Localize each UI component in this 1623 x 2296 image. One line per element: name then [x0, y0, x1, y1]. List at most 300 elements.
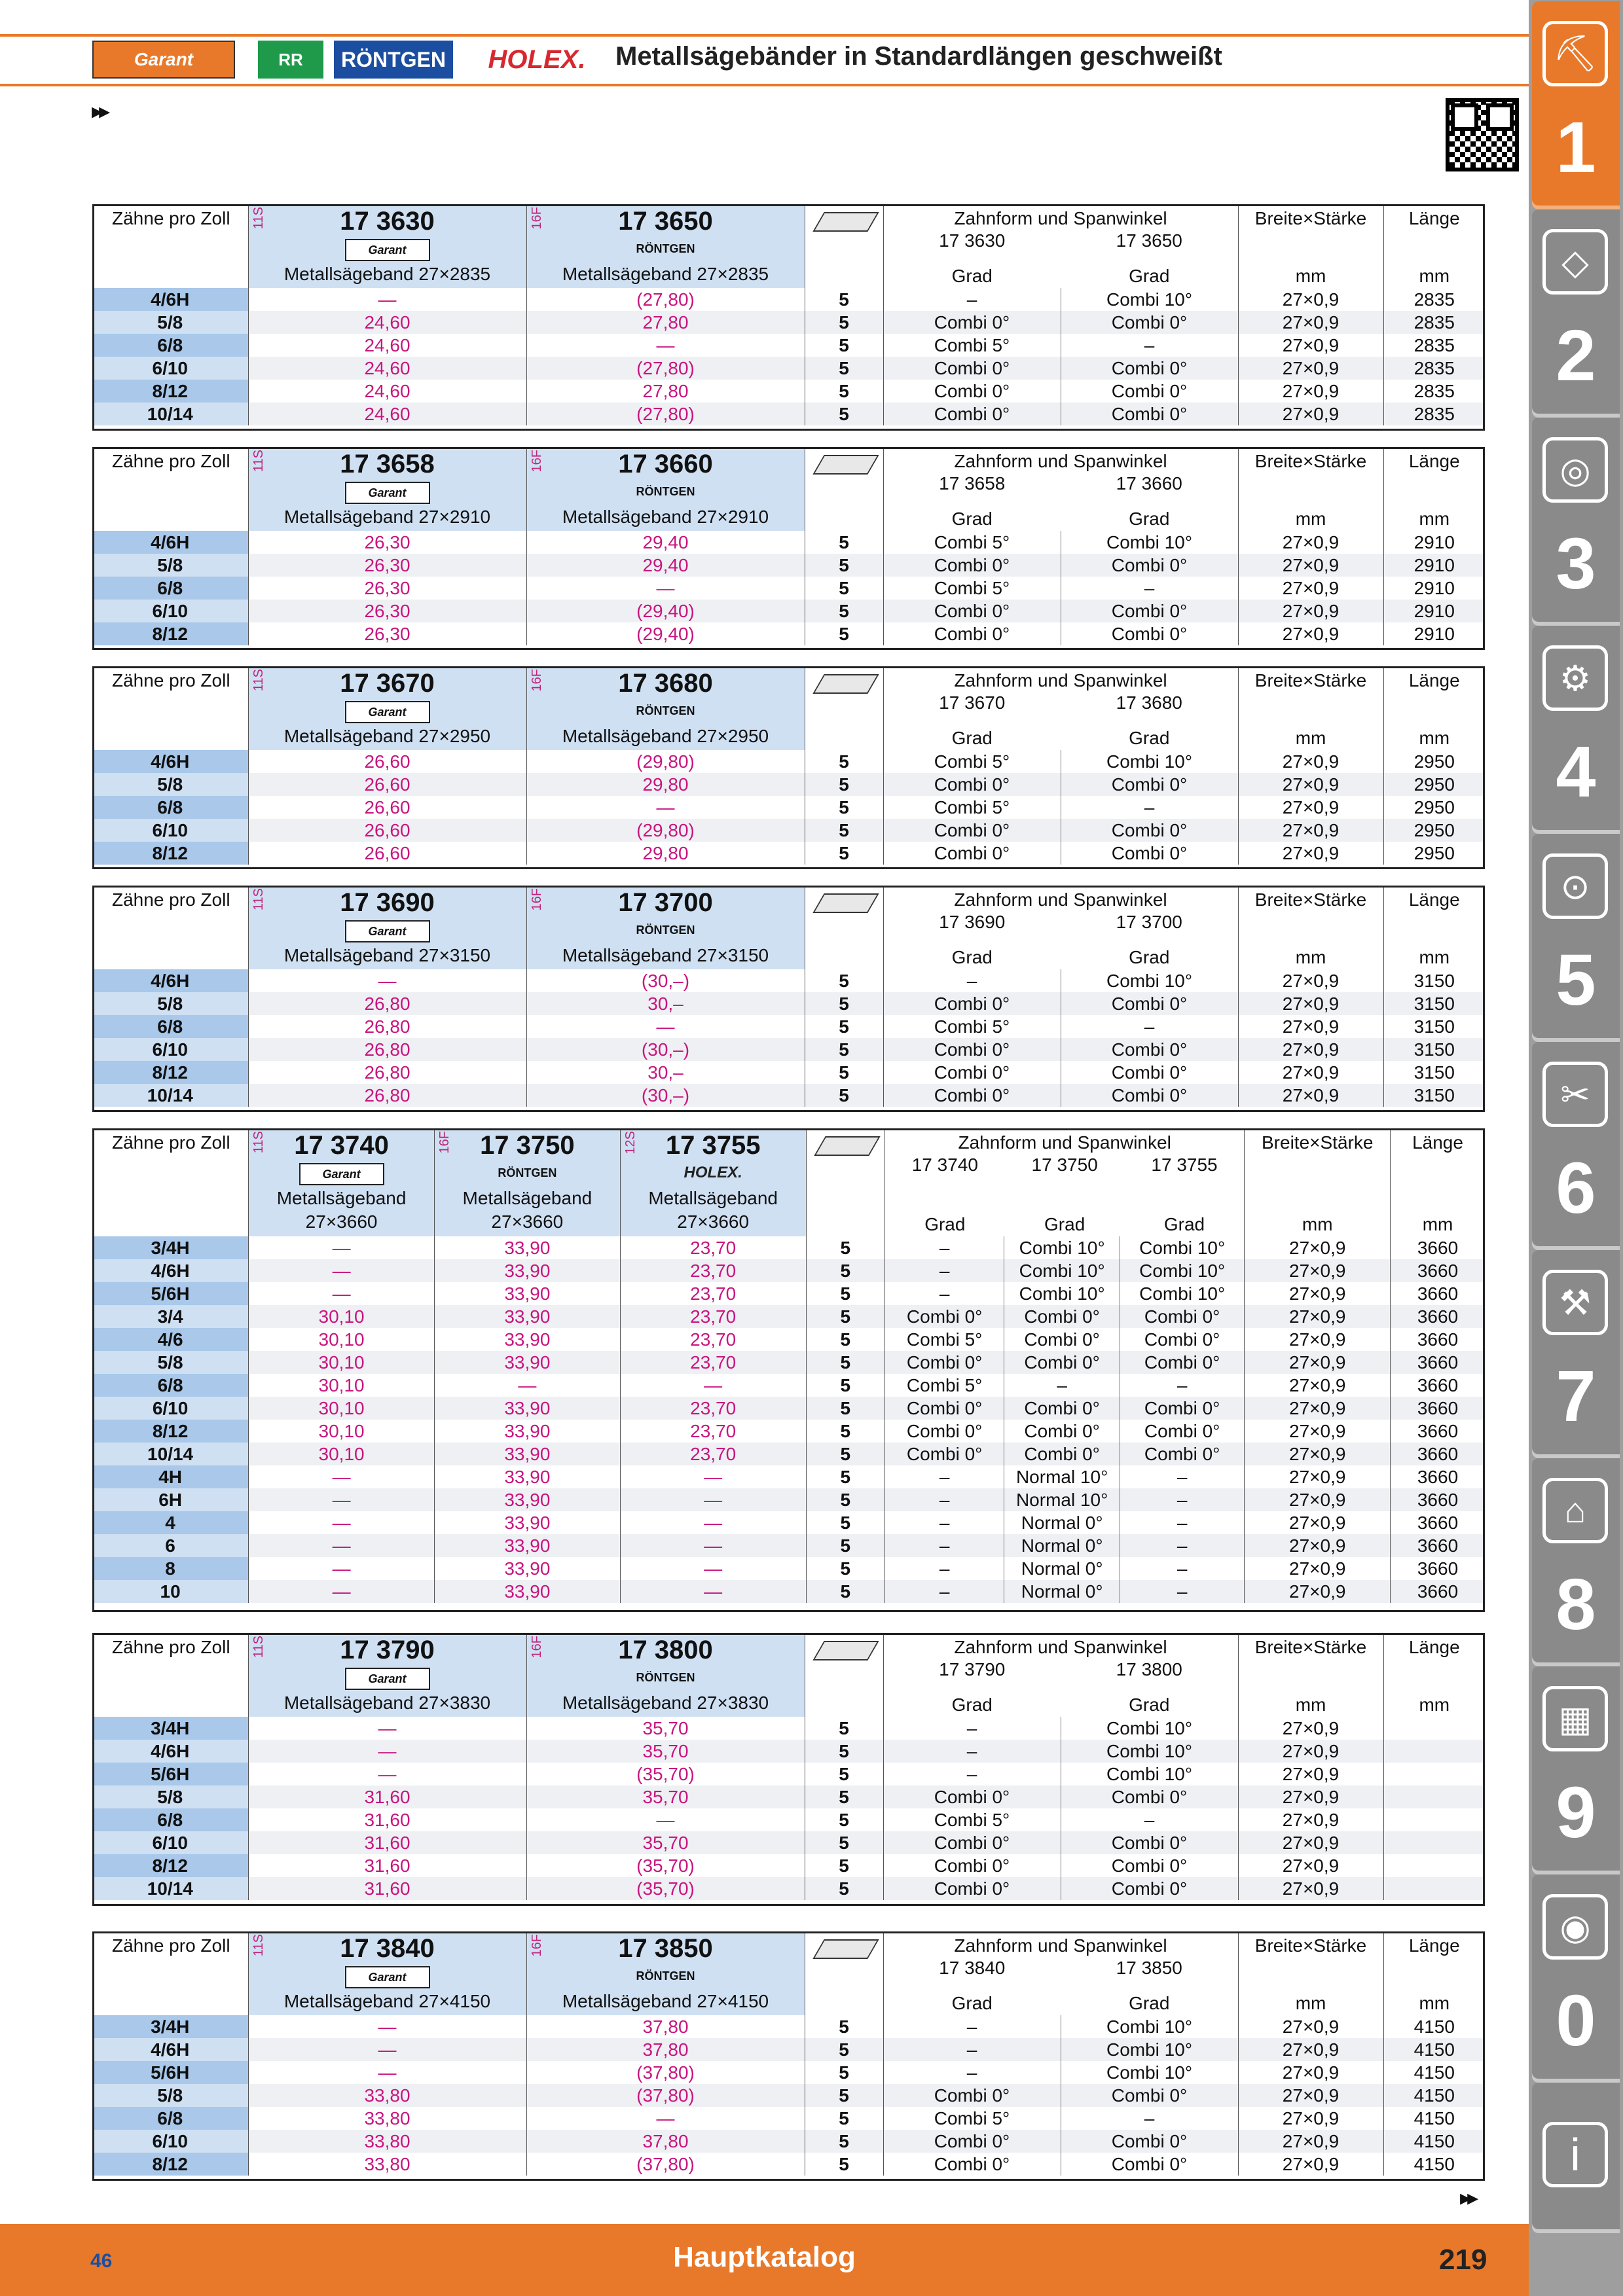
price[interactable]: 26,30: [248, 554, 526, 577]
price[interactable]: 24,60: [248, 403, 526, 425]
side-tab-number: 6: [1556, 1148, 1596, 1229]
tooth-form: –: [883, 2038, 1061, 2061]
price[interactable]: 29,80: [526, 773, 805, 796]
brand-logo: Garant: [345, 1966, 430, 1988]
tooth-form: Combi 0°: [883, 1877, 1061, 1900]
price[interactable]: 30,10: [249, 1305, 435, 1328]
side-tab-4[interactable]: [1532, 626, 1620, 834]
price[interactable]: —: [248, 2015, 526, 2038]
price[interactable]: 35,70: [526, 1740, 805, 1763]
quantity: 5: [805, 622, 883, 645]
tooth-form: Combi 0°: [1061, 1854, 1238, 1877]
sl-code: 11S: [251, 1636, 266, 1659]
price[interactable]: 23,70: [620, 1420, 806, 1443]
price[interactable]: 23,70: [620, 1328, 806, 1351]
price[interactable]: —: [620, 1488, 806, 1511]
article-number[interactable]: 17 3790: [340, 1636, 435, 1664]
width-thickness: 27×0,9: [1245, 1374, 1391, 1397]
quantity: 5: [805, 1763, 883, 1785]
price[interactable]: —: [620, 1465, 806, 1488]
mm-unit: mm: [1295, 1695, 1326, 1715]
teeth-per-inch: 10: [92, 1580, 249, 1603]
price[interactable]: —: [248, 1717, 526, 1740]
price[interactable]: 35,70: [526, 1717, 805, 1740]
tooth-form: –: [884, 1488, 1004, 1511]
price[interactable]: 33,80: [248, 2130, 526, 2153]
price[interactable]: 30,10: [249, 1420, 435, 1443]
price[interactable]: —: [248, 1763, 526, 1785]
price[interactable]: —: [526, 1015, 805, 1038]
price[interactable]: 33,90: [434, 1351, 620, 1374]
price[interactable]: 23,70: [620, 1397, 806, 1420]
table-row: [92, 1488, 1485, 1511]
price[interactable]: (27,80): [526, 288, 805, 311]
price[interactable]: —: [620, 1511, 806, 1534]
price[interactable]: —: [248, 2061, 526, 2084]
price[interactable]: 31,60: [248, 1808, 526, 1831]
price[interactable]: (35,70): [526, 1877, 805, 1900]
grad-label: Grad: [951, 1695, 993, 1715]
saw-blade-icon: [812, 1641, 879, 1660]
footer-title: Hauptkatalog: [673, 2241, 856, 2273]
tooth-form-title: Zahnform und Spanwinkel: [954, 889, 1167, 910]
price[interactable]: 30,10: [249, 1351, 435, 1374]
length: 2835: [1383, 288, 1485, 311]
teeth-per-inch: 4H: [92, 1465, 249, 1488]
price[interactable]: 33,90: [434, 1397, 620, 1420]
price[interactable]: —: [249, 1282, 435, 1305]
price[interactable]: 30,–: [526, 992, 805, 1015]
tooth-form: Combi 5°: [934, 1810, 1010, 1830]
width-thickness: 27×0,9: [1238, 380, 1383, 403]
article-number[interactable]: 17 3755: [665, 1131, 761, 1160]
teeth-per-inch: 8/12: [92, 622, 248, 645]
price[interactable]: 26,30: [248, 577, 526, 600]
price[interactable]: 27,80: [526, 311, 805, 334]
tooth-form: Combi 0°: [1061, 1785, 1238, 1808]
price[interactable]: —: [620, 1580, 806, 1603]
article-number[interactable]: 17 3690: [340, 888, 435, 917]
article-number[interactable]: 17 3680: [618, 669, 713, 698]
side-tab-6[interactable]: [1532, 1042, 1620, 1250]
width-thickness-header: [1245, 1128, 1391, 1236]
price[interactable]: (29,40): [526, 622, 805, 645]
header-rule-bottom: [0, 84, 1529, 86]
price[interactable]: 33,90: [434, 1420, 620, 1443]
quantity: 5: [805, 403, 883, 425]
table-row: [92, 1717, 1485, 1740]
quantity: 5: [805, 1717, 883, 1740]
table-row: [92, 288, 1485, 311]
table-row: [92, 1443, 1485, 1465]
grad-label: Grad: [951, 509, 993, 529]
price[interactable]: 23,70: [620, 1259, 806, 1282]
table-row: [92, 1351, 1485, 1374]
tooth-form: –: [1061, 1015, 1238, 1038]
price[interactable]: —: [249, 1511, 435, 1534]
price[interactable]: 31,60: [248, 1831, 526, 1854]
price[interactable]: (27,80): [526, 403, 805, 425]
article-number[interactable]: 17 3660: [618, 450, 713, 478]
table-row: [92, 1877, 1485, 1900]
table-row: [92, 1420, 1485, 1443]
width-thickness: 27×0,9: [1238, 819, 1383, 842]
quantity: 5: [805, 1740, 883, 1763]
price[interactable]: (29,40): [526, 600, 805, 622]
price[interactable]: 33,90: [434, 1534, 620, 1557]
tooth-form: Combi 0°: [1061, 773, 1238, 796]
price[interactable]: 26,60: [248, 773, 526, 796]
price[interactable]: 37,80: [526, 2015, 805, 2038]
tooth-form: Combi 0°: [1061, 819, 1238, 842]
table-row: [92, 819, 1485, 842]
brand-logo: RÖNTGEN: [498, 1166, 557, 1179]
price[interactable]: 24,60: [248, 357, 526, 380]
article-number[interactable]: 17 3630: [340, 207, 435, 236]
price[interactable]: (37,80): [526, 2061, 805, 2084]
price[interactable]: 29,40: [526, 531, 805, 554]
price[interactable]: 35,70: [526, 1785, 805, 1808]
price[interactable]: 31,60: [248, 1877, 526, 1900]
length: 3150: [1383, 992, 1485, 1015]
length-header: [1383, 447, 1485, 531]
length: [1383, 1877, 1485, 1900]
tooth-form-article: 17 3840: [939, 1958, 1006, 1978]
length-title: Länge: [1408, 451, 1460, 471]
side-tab-0[interactable]: [1532, 1874, 1620, 2083]
tooth-form-articles: [884, 912, 1238, 933]
tooth-form: Combi 10°: [1120, 1236, 1245, 1259]
brand-logo: RÖNTGEN: [636, 1671, 695, 1684]
price[interactable]: 26,30: [248, 622, 526, 645]
price[interactable]: 26,60: [248, 819, 526, 842]
quantity: 5: [805, 311, 883, 334]
tooth-form: Combi 0°: [1061, 992, 1238, 1015]
width-thickness: 27×0,9: [1238, 1808, 1383, 1831]
price[interactable]: 26,60: [248, 842, 526, 865]
price[interactable]: —: [249, 1534, 435, 1557]
quantity: 5: [806, 1443, 884, 1465]
teeth-per-inch: 5/8: [92, 773, 248, 796]
tooth-form-article: 17 3658: [939, 473, 1006, 493]
grad-units: [884, 509, 1238, 529]
quantity: 5: [806, 1259, 884, 1282]
price[interactable]: 23,70: [620, 1236, 806, 1259]
width-thickness: 27×0,9: [1238, 288, 1383, 311]
price[interactable]: —: [249, 1580, 435, 1603]
price[interactable]: 30,10: [249, 1328, 435, 1351]
article-number[interactable]: 17 3800: [618, 1636, 713, 1664]
fast-forward-icon[interactable]: ▸▸: [92, 99, 107, 124]
quantity: 5: [806, 1374, 884, 1397]
side-tab-3[interactable]: [1532, 418, 1620, 626]
price[interactable]: 31,60: [248, 1785, 526, 1808]
price[interactable]: —: [526, 796, 805, 819]
length: 3660: [1391, 1351, 1485, 1374]
side-tab-5[interactable]: [1532, 834, 1620, 1042]
price[interactable]: (29,80): [526, 819, 805, 842]
width-thickness: 27×0,9: [1238, 1084, 1383, 1107]
price[interactable]: 33,80: [248, 2153, 526, 2176]
table-row: [92, 1015, 1485, 1038]
price[interactable]: 30,10: [249, 1374, 435, 1397]
price[interactable]: 26,80: [248, 1038, 526, 1061]
price[interactable]: 26,60: [248, 796, 526, 819]
quantity: 5: [805, 1808, 883, 1831]
article-number[interactable]: 17 3700: [618, 888, 713, 917]
price[interactable]: 24,60: [248, 334, 526, 357]
article-number[interactable]: 17 3740: [294, 1131, 389, 1160]
tooth-form: Normal 0°: [1004, 1534, 1120, 1557]
price[interactable]: 23,70: [620, 1443, 806, 1465]
price[interactable]: 35,70: [526, 1831, 805, 1854]
price[interactable]: —: [526, 1808, 805, 1831]
quantity: 5: [805, 1785, 883, 1808]
price[interactable]: 37,80: [526, 2130, 805, 2153]
price[interactable]: —: [620, 1374, 806, 1397]
table-row: [92, 2015, 1485, 2038]
width-thickness-header: [1238, 1633, 1383, 1717]
tooth-form: Combi 0°: [1120, 1443, 1245, 1465]
price[interactable]: 33,90: [434, 1443, 620, 1465]
price[interactable]: —: [526, 2107, 805, 2130]
price[interactable]: 26,30: [248, 531, 526, 554]
quantity: 5: [806, 1420, 884, 1443]
price[interactable]: (35,70): [526, 1854, 805, 1877]
width-thickness: 27×0,9: [1245, 1511, 1391, 1534]
width-thickness: 27×0,9: [1238, 750, 1383, 773]
side-tab-1[interactable]: [1532, 1, 1620, 209]
grad-units: [884, 266, 1238, 287]
length: 2835: [1383, 311, 1485, 334]
price[interactable]: 27,80: [526, 380, 805, 403]
saw-blade-icon: [812, 455, 879, 475]
width-thickness: 27×0,9: [1238, 1015, 1383, 1038]
price[interactable]: 23,70: [620, 1305, 806, 1328]
price[interactable]: —: [620, 1557, 806, 1580]
tooth-form: Combi 5°: [934, 797, 1010, 817]
price[interactable]: 26,80: [248, 1084, 526, 1107]
price[interactable]: 23,70: [620, 1282, 806, 1305]
price[interactable]: (27,80): [526, 357, 805, 380]
length: 2950: [1383, 773, 1485, 796]
length: 4150: [1383, 2084, 1485, 2107]
width-thickness: 27×0,9: [1238, 2015, 1383, 2038]
price[interactable]: 26,80: [248, 1061, 526, 1084]
width-thickness-title: Breite×Stärke: [1254, 451, 1367, 471]
price[interactable]: (30,–): [526, 1084, 805, 1107]
table-row: [92, 2084, 1485, 2107]
tooth-form: –: [939, 1238, 950, 1258]
price[interactable]: —: [249, 1488, 435, 1511]
price[interactable]: (30,–): [526, 1038, 805, 1061]
price[interactable]: 33,90: [434, 1236, 620, 1259]
price[interactable]: 33,90: [434, 1580, 620, 1603]
length: 3660: [1391, 1557, 1485, 1580]
price[interactable]: 30,10: [249, 1443, 435, 1465]
price[interactable]: 33,90: [434, 1511, 620, 1534]
quantity: 5: [806, 1488, 884, 1511]
teeth-per-inch: 6/10: [92, 2130, 248, 2153]
brand-logo: Garant: [345, 239, 430, 261]
width-thickness: 27×0,9: [1238, 2130, 1383, 2153]
price[interactable]: —: [526, 577, 805, 600]
tooth-form-header: [883, 447, 1238, 531]
tooth-form: –: [1061, 334, 1238, 357]
tooth-form: Combi 10°: [1004, 1236, 1120, 1259]
tooth-form: –: [884, 1534, 1004, 1557]
tooth-form: Combi 0°: [1061, 2130, 1238, 2153]
tooth-form-header: [883, 204, 1238, 288]
price[interactable]: —: [526, 334, 805, 357]
tooth-form-article: 17 3790: [939, 1659, 1006, 1679]
tooth-form: Combi 10°: [1061, 750, 1238, 773]
side-tab-i[interactable]: [1532, 2083, 1620, 2233]
tooth-form: Combi 0°: [883, 773, 1061, 796]
price[interactable]: 33,90: [434, 1259, 620, 1282]
teeth-per-inch: 5/8: [92, 1351, 249, 1374]
side-tab-number: 0: [1556, 1981, 1596, 2061]
price[interactable]: 37,80: [526, 2038, 805, 2061]
price[interactable]: (35,70): [526, 1763, 805, 1785]
price[interactable]: —: [434, 1374, 620, 1397]
teeth-per-inch: 3/4: [92, 1305, 249, 1328]
side-tab-7[interactable]: [1532, 1250, 1620, 1458]
price[interactable]: 33,80: [248, 2084, 526, 2107]
blade-symbol: [805, 886, 883, 969]
length-header: [1383, 1633, 1485, 1717]
length: 4150: [1383, 2130, 1485, 2153]
length: [1383, 1854, 1485, 1877]
price[interactable]: —: [248, 2038, 526, 2061]
sl-code: 11S: [251, 207, 266, 230]
price[interactable]: 33,90: [434, 1328, 620, 1351]
length: 3660: [1391, 1282, 1485, 1305]
price[interactable]: —: [249, 1236, 435, 1259]
tooth-form: Combi 5°: [934, 335, 1010, 355]
brand-logo: Garant: [345, 1668, 430, 1690]
length-header: [1383, 1931, 1485, 2015]
side-tab-8[interactable]: [1532, 1458, 1620, 1666]
price[interactable]: 31,60: [248, 1854, 526, 1877]
price[interactable]: —: [249, 1465, 435, 1488]
price[interactable]: 33,90: [434, 1305, 620, 1328]
price[interactable]: —: [620, 1534, 806, 1557]
length: 2835: [1383, 334, 1485, 357]
side-tab-number: 5: [1556, 940, 1596, 1020]
tooth-form: Combi 0°: [1061, 1061, 1238, 1084]
table-row: [92, 2038, 1485, 2061]
tooth-form: Combi 0°: [884, 1443, 1004, 1465]
tooth-form: –: [939, 1283, 950, 1304]
tooth-form: Combi 0°: [883, 357, 1061, 380]
table-header-row: [92, 1633, 1485, 1717]
length: 2910: [1383, 554, 1485, 577]
grad-label: Grad: [1129, 1695, 1170, 1715]
quantity: 5: [805, 577, 883, 600]
price[interactable]: 26,80: [248, 1015, 526, 1038]
saw-blade-icon: [812, 1939, 879, 1959]
width-thickness: 27×0,9: [1238, 357, 1383, 380]
article-description: Metallsägeband 27×2950: [283, 726, 491, 746]
tooth-form: –: [939, 1558, 950, 1579]
tooth-form-articles: [884, 230, 1238, 251]
price[interactable]: 33,90: [434, 1557, 620, 1580]
article-number[interactable]: 17 3658: [340, 450, 435, 478]
length: 3660: [1391, 1420, 1485, 1443]
price[interactable]: 26,30: [248, 600, 526, 622]
sl-code: 16F: [529, 669, 544, 692]
price[interactable]: —: [249, 1259, 435, 1282]
article-description: Metallsägeband 27×3830: [283, 1693, 491, 1713]
quantity: 5: [805, 1084, 883, 1107]
price[interactable]: 24,60: [248, 311, 526, 334]
side-tab-9[interactable]: [1532, 1666, 1620, 1874]
tooth-form: Combi 5°: [906, 1375, 983, 1395]
tooth-form: Combi 0°: [1120, 1351, 1245, 1374]
tooth-form: Combi 0°: [934, 1062, 1010, 1083]
article-header: [526, 204, 805, 288]
price[interactable]: 33,80: [248, 2107, 526, 2130]
price[interactable]: (37,80): [526, 2084, 805, 2107]
width-thickness: 27×0,9: [1245, 1557, 1391, 1580]
price[interactable]: 29,80: [526, 842, 805, 865]
price[interactable]: 30,10: [249, 1397, 435, 1420]
price[interactable]: 24,60: [248, 380, 526, 403]
price[interactable]: —: [248, 288, 526, 311]
tooth-form: Combi 0°: [934, 2154, 1010, 2174]
fast-forward-icon[interactable]: ▸▸: [1460, 2185, 1475, 2210]
price[interactable]: 33,90: [434, 1282, 620, 1305]
article-number[interactable]: 17 3670: [340, 669, 435, 698]
table-row: [92, 380, 1485, 403]
width-thickness: 27×0,9: [1238, 1854, 1383, 1877]
price[interactable]: —: [248, 1740, 526, 1763]
quantity: 5: [806, 1557, 884, 1580]
price[interactable]: (30,–): [526, 969, 805, 992]
saw-blade-icon: [812, 893, 879, 913]
price[interactable]: 26,60: [248, 750, 526, 773]
length: 2950: [1383, 842, 1485, 865]
quantity: 5: [806, 1282, 884, 1305]
article-header: [248, 1633, 526, 1717]
width-thickness: 27×0,9: [1245, 1236, 1391, 1259]
price[interactable]: —: [249, 1557, 435, 1580]
article-number[interactable]: 17 3840: [340, 1934, 435, 1963]
grad-units: [885, 1214, 1245, 1235]
price[interactable]: —: [248, 969, 526, 992]
price[interactable]: 33,90: [434, 1488, 620, 1511]
article-number[interactable]: 17 3750: [480, 1131, 575, 1160]
width-thickness: 27×0,9: [1238, 311, 1383, 334]
price[interactable]: 33,90: [434, 1465, 620, 1488]
price[interactable]: 26,80: [248, 992, 526, 1015]
teeth-per-inch: 8/12: [92, 380, 248, 403]
grad-label: Grad: [951, 266, 993, 286]
grad-label: Grad: [1129, 1993, 1170, 2013]
price[interactable]: 23,70: [620, 1351, 806, 1374]
article-number[interactable]: 17 3650: [618, 207, 713, 236]
table-row: [92, 2153, 1485, 2176]
price[interactable]: 29,40: [526, 554, 805, 577]
article-number[interactable]: 17 3850: [618, 1934, 713, 1963]
teeth-per-inch: 6: [92, 1534, 249, 1557]
price[interactable]: 30,–: [526, 1061, 805, 1084]
table-row: [92, 357, 1485, 380]
price[interactable]: (37,80): [526, 2153, 805, 2176]
price[interactable]: (29,80): [526, 750, 805, 773]
side-tab-2[interactable]: [1532, 209, 1620, 418]
